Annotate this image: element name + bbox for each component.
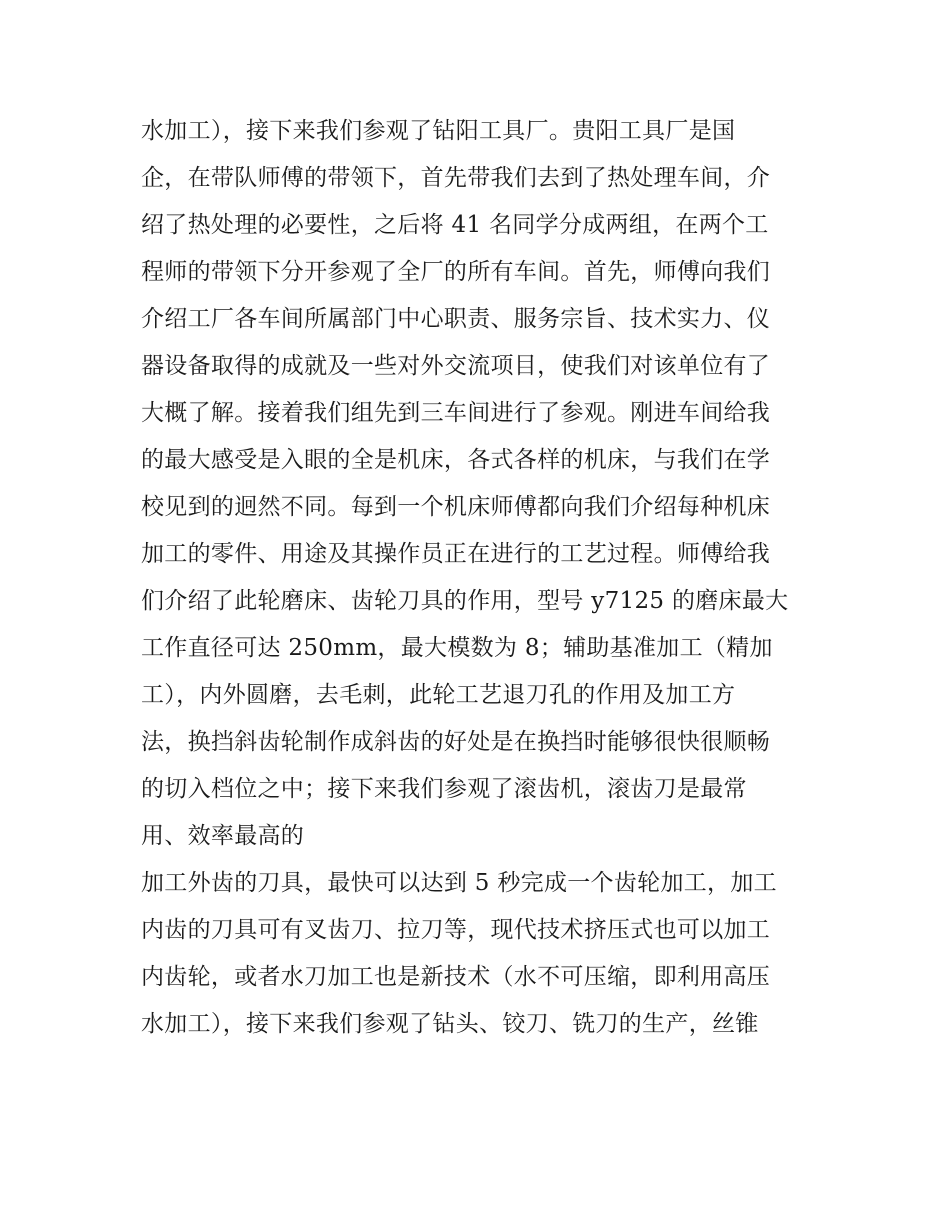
text-line: 加工的零件、用途及其操作员正在进行的工艺过程。师傅给我 — [141, 541, 771, 567]
body-text — [141, 108, 821, 1048]
text-line: 们介绍了此轮磨床、齿轮刀具的作用，型号 y7125 的磨床最大 — [141, 588, 789, 614]
text-line: 校见到的迥然不同。每到一个机床师傅都向我们介绍每种机床 — [141, 494, 771, 520]
text-line: 内齿的刀具可有叉齿刀、拉刀等，现代技术挤压式也可以加工 — [141, 917, 771, 943]
text-line: 法，换挡斜齿轮制作成斜齿的好处是在换挡时能够很快很顺畅 — [141, 729, 771, 755]
text-line: 加工外齿的刀具，最快可以达到 5 秒完成一个齿轮加工，加工 — [141, 870, 777, 896]
text-line: 的最大感受是入眼的全是机床，各式各样的机床，与我们在学 — [141, 447, 771, 473]
text-line: 工作直径可达 250mm，最大模数为 8；辅助基准加工（精加 — [141, 635, 773, 661]
text-line: 水加工），接下来我们参观了钻头、铰刀、铣刀的生产，丝锥 — [141, 1011, 759, 1037]
text-line: 大概了解。接着我们组先到三车间进行了参观。刚进车间给我 — [141, 400, 771, 426]
text-line: 内齿轮，或者水刀加工也是新技术（水不可压缩，即利用高压 — [141, 964, 771, 990]
text-line: 绍了热处理的必要性，之后将 41 名同学分成两组，在两个工 — [141, 212, 769, 238]
text-line: 器设备取得的成就及一些对外交流项目，使我们对该单位有了 — [141, 353, 771, 379]
text-line: 企，在带队师傅的带领下，首先带我们去到了热处理车间，介 — [141, 165, 771, 191]
text-line: 的切入档位之中；接下来我们参观了滚齿机，滚齿刀是最常 — [141, 776, 747, 802]
text-line: 介绍工厂各车间所属部门中心职责、服务宗旨、技术实力、仪 — [141, 306, 771, 332]
text-line: 用、效率最高的 — [141, 823, 305, 849]
text-line: 程师的带领下分开参观了全厂的所有车间。首先，师傅向我们 — [141, 259, 771, 285]
text-line: 水加工），接下来我们参观了钻阳工具厂。贵阳工具厂是国 — [141, 118, 736, 144]
text-line: 工），内外圆磨，去毛刺，此轮工艺退刀孔的作用及加工方 — [141, 682, 736, 708]
